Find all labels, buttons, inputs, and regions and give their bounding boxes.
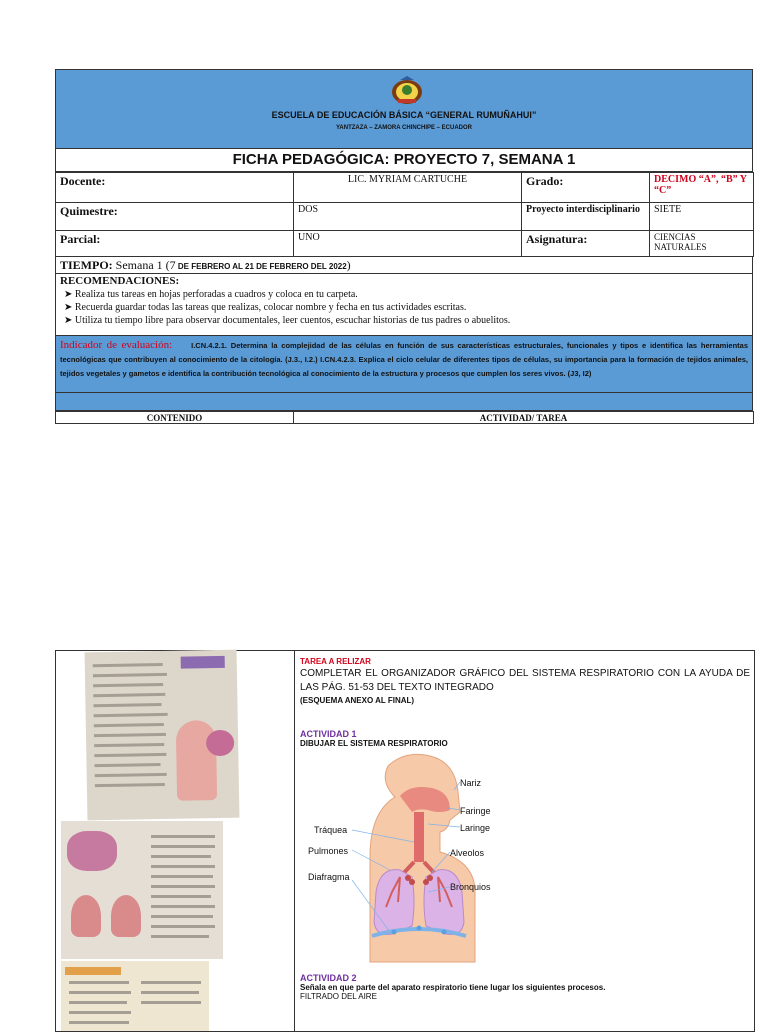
- quimestre-label: Quimestre:: [56, 203, 294, 231]
- content-table: [55, 650, 755, 1032]
- parcial-value: UNO: [294, 231, 522, 257]
- textbook-photo-3: [61, 961, 209, 1031]
- docente-label: Docente:: [56, 173, 294, 203]
- school-logo-icon: [390, 74, 424, 108]
- activity-1-label: ACTIVIDAD 1: [300, 729, 357, 739]
- grado-label: Grado:: [522, 173, 650, 203]
- proyecto-value: SIETE: [650, 203, 754, 231]
- parcial-label: Parcial:: [56, 231, 294, 257]
- grado-value: DECIMO “A”, “B” Y “C”: [650, 173, 754, 203]
- indicator-text: I.CN.4.2.1. Determina la complejidad de las células en función de sus características estructurales, funcionales y tipos e identifica las herramientas tecnológicas que contribuyen al conocimiento de la citología. (J.3., I.2.) I.CN.4.2.3. Explica el ciclo celular de diferentes tipos de células, su importancia para la formación de tejidos animales, tejidos vegetales y gametos e identifica la contribución tecnológica al conocimiento de la estructura y procesos que cumplen los seres vivos. (J3, I2): [60, 341, 749, 378]
- tiempo-dates: DE FEBRERO AL 21 DE FEBRERO DEL 2022: [175, 262, 347, 271]
- activity-1-text: DIBUJAR EL SISTEMA RESPIRATORIO: [300, 739, 448, 748]
- activity-column: [300, 657, 750, 1001]
- asignatura-label: Asignatura:: [522, 231, 650, 257]
- proyecto-label: Proyecto interdisciplinario: [522, 203, 650, 231]
- column-contenido: CONTENIDO: [56, 412, 294, 424]
- activity-2-text: Señala en que parte del aparato respiratorio tiene lugar los siguientes procesos.: [300, 983, 606, 992]
- activity-2-item: FILTRADO DEL AIRE: [300, 992, 377, 1001]
- label-traquea: Tráquea: [314, 825, 348, 835]
- task-label: TAREA A RELIZAR: [300, 657, 371, 666]
- label-alveolos: Alveolos: [450, 848, 485, 858]
- column-actividad: ACTIVIDAD/ TAREA: [294, 412, 754, 424]
- tiempo-close: ): [346, 258, 351, 272]
- recommendation-item: ➤ Realiza tus tareas en hojas perforadas a cuadros y coloca en tu carpeta.: [64, 289, 358, 300]
- recommendation-item: ➤ Utiliza tu tiempo libre para observar documentales, leer cuentos, escuchar historias de tus padres o abuelitos.: [64, 315, 511, 326]
- recommendation-item: ➤ Recuerda guardar todas las tareas que realizas, colocar nombre y fecha en tus actividades escritas.: [64, 302, 467, 313]
- textbook-photo-2: [61, 821, 223, 959]
- asignatura-value: CIENCIAS NATURALES: [650, 231, 754, 257]
- column-headers: [55, 411, 754, 424]
- respiratory-system-diagram: [300, 752, 530, 967]
- page-title: FICHA PEDAGÓGICA: PROYECTO 7, SEMANA 1: [55, 149, 753, 172]
- tiempo-row: [55, 257, 753, 274]
- blue-spacer-row: [55, 393, 753, 411]
- tiempo-week: Semana 1 (7: [115, 258, 176, 272]
- evaluation-indicator: [55, 336, 753, 393]
- column-divider: [294, 651, 295, 1031]
- indicator-label: Indicador de evaluación:: [60, 339, 173, 351]
- tiempo-label: TIEMPO:: [60, 258, 113, 272]
- pedagogical-sheet: [55, 69, 753, 424]
- quimestre-value: DOS: [294, 203, 522, 231]
- textbook-photo-1: [85, 650, 240, 821]
- info-table: [55, 172, 754, 257]
- school-header: [55, 69, 753, 149]
- label-pulmones: Pulmones: [308, 846, 349, 856]
- label-nariz: Nariz: [460, 778, 482, 788]
- recommendations: [55, 274, 753, 336]
- school-name: ESCUELA DE EDUCACIÓN BÁSICA “GENERAL RUMUÑAHUI”: [271, 110, 537, 120]
- activity-2-label: ACTIVIDAD 2: [300, 973, 357, 983]
- task-text: COMPLETAR EL ORGANIZADOR GRÁFICO DEL SISTEMA RESPIRATORIO CON LA AYUDA DE LAS PÁG. 51-53 DEL TEXTO INTEGRADO: [300, 668, 750, 693]
- recommendations-heading: RECOMENDACIONES:: [60, 275, 180, 287]
- docente-value: LIC. MYRIAM CARTUCHE: [294, 173, 522, 203]
- label-bronquios: Bronquios: [450, 882, 491, 892]
- task-annex: (ESQUEMA ANEXO AL FINAL): [300, 696, 415, 705]
- label-laringe: Laringe: [460, 823, 491, 833]
- label-faringe: Faringe: [460, 806, 491, 816]
- school-location: YANTZAZA – ZAMORA CHINCHIPE – ECUADOR: [335, 125, 472, 131]
- label-diafragma: Diafragma: [308, 872, 350, 882]
